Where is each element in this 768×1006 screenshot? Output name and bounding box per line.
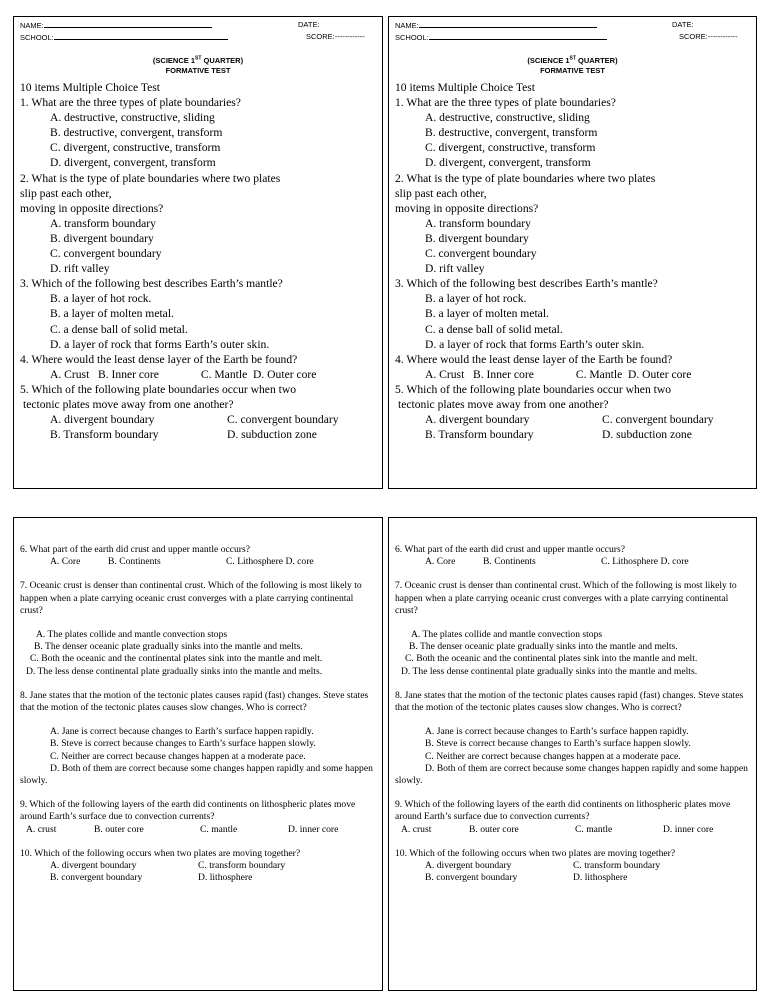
title-text: (SCIENCE 1 xyxy=(152,56,196,65)
option[interactable]: B. Steve is correct because changes to Earth’s surface happen slowly. xyxy=(425,738,691,750)
option[interactable]: B. a layer of hot rock. xyxy=(50,292,152,306)
school-label: SCHOOL: xyxy=(20,33,54,42)
option[interactable]: B. convergent boundary xyxy=(425,872,518,884)
title-sup: ST xyxy=(195,55,202,62)
option[interactable]: B. Transform boundary xyxy=(425,428,534,442)
name-blank[interactable] xyxy=(419,20,597,28)
name-field[interactable] xyxy=(395,20,597,31)
options-row xyxy=(395,824,750,836)
question-6-text: 6. What part of the earth did crust and upper mantle occurs? xyxy=(395,544,625,555)
option[interactable]: B. convergent boundary xyxy=(50,872,143,884)
option[interactable]: A. The plates collide and mantle convection stops xyxy=(411,629,603,641)
test-title xyxy=(14,56,382,66)
option[interactable]: A. Crust xyxy=(425,367,465,381)
question-7-text: 7. Oceanic crust is denser than continental crust. Which of the following is most likely to happen when a plate carrying oceanic crust converges with a plate carrying continental crust? xyxy=(395,580,737,616)
options-row xyxy=(395,427,752,442)
options-row xyxy=(20,427,378,442)
question-8 xyxy=(20,690,376,787)
option[interactable]: A. transform boundary xyxy=(50,216,156,230)
option[interactable]: B. The denser oceanic plate gradually sinks into the mantle and melts. xyxy=(409,641,678,653)
option[interactable]: B. The denser oceanic plate gradually sinks into the mantle and melts. xyxy=(34,641,303,653)
question-6 xyxy=(20,544,376,568)
score-label: SCORE:------------ xyxy=(306,32,365,41)
score-label: SCORE:------------ xyxy=(679,32,738,41)
school-blank[interactable] xyxy=(54,32,228,40)
option[interactable]: C. transform boundary xyxy=(198,860,286,872)
question-4: 4. Where would the least dense layer of the Earth be found? xyxy=(395,352,673,366)
title-sup: ST xyxy=(569,55,576,62)
options-row xyxy=(395,556,750,568)
test-sheet-top-left xyxy=(13,16,383,489)
option[interactable]: D. a layer of rock that forms Earth’s outer skin. xyxy=(50,337,270,351)
option[interactable]: A. Jane is correct because changes to Earth’s surface happen rapidly. xyxy=(50,726,314,738)
test-sheet-top-right xyxy=(388,16,757,489)
option[interactable]: A. crust xyxy=(26,823,57,835)
option[interactable]: B. Steve is correct because changes to Earth’s surface happen slowly. xyxy=(50,738,316,750)
option[interactable]: C. a dense ball of solid metal. xyxy=(50,322,188,336)
option[interactable]: C. divergent, constructive, transform xyxy=(425,141,596,155)
question-2-cont: moving in opposite directions? xyxy=(395,201,539,215)
option[interactable]: C. transform boundary xyxy=(573,860,661,872)
option[interactable]: B. destructive, convergent, transform xyxy=(425,126,598,140)
option[interactable]: B. outer core xyxy=(94,823,144,835)
option[interactable]: D. a layer of rock that forms Earth’s outer skin. xyxy=(425,337,645,351)
question-2-cont: slip past each other, xyxy=(395,186,487,200)
option[interactable]: C. convergent boundary xyxy=(425,247,537,261)
question-4: 4. Where would the least dense layer of the Earth be found? xyxy=(20,352,298,366)
option[interactable]: D. core xyxy=(660,556,689,568)
name-field[interactable] xyxy=(20,20,212,31)
options-row xyxy=(20,412,378,427)
name-label: NAME: xyxy=(20,21,44,30)
option[interactable]: D. lithosphere xyxy=(573,872,628,884)
test-intro: 10 items Multiple Choice Test xyxy=(20,81,161,94)
option[interactable]: C. divergent, constructive, transform xyxy=(50,141,221,155)
question-5: 5. Which of the following plate boundaries occur when two xyxy=(20,382,297,396)
option[interactable]: A. destructive, constructive, sliding xyxy=(425,111,590,125)
option[interactable]: A. Jane is correct because changes to Earth’s surface happen rapidly. xyxy=(425,726,689,738)
option[interactable]: D. rift valley xyxy=(50,262,110,276)
option[interactable]: C. convergent boundary xyxy=(602,413,714,427)
question-5: 5. Which of the following plate boundaries occur when two xyxy=(395,382,672,396)
option[interactable]: C. Neither are correct because changes happen at a moderate pace. xyxy=(425,750,681,762)
question-2: 2. What is the type of plate boundaries where two plates xyxy=(20,171,281,185)
option[interactable]: B. outer core xyxy=(469,823,519,835)
option[interactable]: C. mantle xyxy=(575,823,613,835)
option[interactable]: D. divergent, convergent, transform xyxy=(50,156,216,170)
question-1: 1. What are the three types of plate boundaries? xyxy=(20,96,241,110)
name-label: NAME: xyxy=(395,21,419,30)
question-10-text: 10. Which of the following occurs when two plates are moving together? xyxy=(20,847,301,859)
option[interactable]: D. The less dense continental plate gradually sinks into the mantle and melts. xyxy=(26,665,323,677)
question-9 xyxy=(395,799,750,836)
options-row xyxy=(395,367,752,382)
option[interactable]: C. Lithosphere xyxy=(601,556,659,568)
option[interactable]: B. Continents xyxy=(108,556,161,568)
name-blank[interactable] xyxy=(44,20,212,28)
questions-1-5 xyxy=(395,80,752,442)
option[interactable]: D. Both of them are correct because some changes happen rapidly and some happen slowly. xyxy=(395,762,748,787)
option[interactable]: C. a dense ball of solid metal. xyxy=(425,322,563,336)
option[interactable]: A. transform boundary xyxy=(425,216,531,230)
option[interactable]: C. convergent boundary xyxy=(227,413,339,427)
test-subtitle: FORMATIVE TEST xyxy=(540,66,605,75)
option[interactable]: D. subduction zone xyxy=(602,428,692,442)
questions-6-10 xyxy=(395,544,750,884)
school-field[interactable] xyxy=(395,32,607,43)
question-5-cont: tectonic plates move away from one another? xyxy=(398,397,609,411)
test-subtitle: FORMATIVE TEST xyxy=(165,66,231,75)
option[interactable]: C. convergent boundary xyxy=(50,247,162,261)
option[interactable]: D. inner core xyxy=(663,823,714,835)
question-3: 3. Which of the following best describes Earth’s mantle? xyxy=(395,277,658,291)
option[interactable]: A. destructive, constructive, sliding xyxy=(50,111,215,125)
option[interactable]: D. Both of them are correct because some changes happen rapidly and some happen slowly. xyxy=(20,762,373,787)
option[interactable]: B. divergent boundary xyxy=(425,231,529,245)
option[interactable]: B. Inner core xyxy=(473,367,534,381)
questions-6-10 xyxy=(20,544,376,884)
option[interactable]: C. Mantle xyxy=(575,367,623,381)
option[interactable]: C. Neither are correct because changes happen at a moderate pace. xyxy=(50,750,306,762)
option[interactable]: D. divergent, convergent, transform xyxy=(425,156,591,170)
question-2-cont: slip past each other, xyxy=(20,186,112,200)
question-8-text: 8. Jane states that the motion of the tectonic plates causes rapid (fast) changes. Steve states that the motion of the tectonic plates causes slow changes. Who is correct? xyxy=(395,689,744,714)
option[interactable]: A. divergent boundary xyxy=(50,413,155,427)
question-9-text: 9. Which of the following layers of the earth did continents on lithospheric plates move around Earth’s surface due to convection currents? xyxy=(20,799,356,823)
question-1: 1. What are the three types of plate boundaries? xyxy=(395,96,616,110)
option[interactable]: B. a layer of hot rock. xyxy=(425,292,527,306)
option[interactable]: C. Lithosphere xyxy=(226,556,284,568)
option[interactable]: B. destructive, convergent, transform xyxy=(50,126,223,140)
questions-1-5 xyxy=(20,80,378,442)
option[interactable]: A. Core xyxy=(50,556,81,568)
option[interactable]: D. core xyxy=(285,556,314,568)
option[interactable]: C. Mantle xyxy=(200,367,248,381)
option[interactable]: D. lithosphere xyxy=(198,872,253,884)
option[interactable]: A. Crust xyxy=(50,367,90,381)
options-row xyxy=(395,412,752,427)
question-5-cont: tectonic plates move away from one another? xyxy=(23,397,234,411)
test-sheet-bottom-left xyxy=(13,517,383,991)
school-label: SCHOOL: xyxy=(395,33,429,42)
option[interactable]: B. a layer of molten metal. xyxy=(50,307,174,321)
option[interactable]: C. Both the oceanic and the continental plates sink into the mantle and melt. xyxy=(405,653,698,665)
date-label: DATE: xyxy=(672,20,694,29)
title-text-end: QUARTER) xyxy=(575,56,618,65)
option[interactable]: A. Core xyxy=(425,556,456,568)
school-blank[interactable] xyxy=(429,32,607,40)
options-row xyxy=(20,556,376,568)
option[interactable]: A. The plates collide and mantle convection stops xyxy=(36,629,228,641)
date-label: DATE: xyxy=(298,20,320,29)
question-6 xyxy=(395,544,750,568)
option[interactable]: B. divergent boundary xyxy=(50,231,154,245)
option[interactable]: D. inner core xyxy=(288,823,339,835)
school-field[interactable] xyxy=(20,32,228,43)
question-7 xyxy=(395,580,750,677)
options-row xyxy=(395,860,750,872)
question-2: 2. What is the type of plate boundaries where two plates xyxy=(395,171,656,185)
question-10 xyxy=(20,848,376,885)
title-text-end: QUARTER) xyxy=(201,56,244,65)
question-10 xyxy=(395,848,750,885)
option[interactable]: D. subduction zone xyxy=(227,428,317,442)
option[interactable]: D. The less dense continental plate gradually sinks into the mantle and melts. xyxy=(401,665,698,677)
question-7 xyxy=(20,580,376,677)
question-9 xyxy=(20,799,376,836)
option[interactable]: D. Outer core xyxy=(628,367,692,381)
options-row xyxy=(395,872,750,884)
question-8-text: 8. Jane states that the motion of the tectonic plates causes rapid (fast) changes. Steve states that the motion of the tectonic plates causes slow changes. Who is correct? xyxy=(20,689,369,714)
option[interactable]: A. divergent boundary xyxy=(425,413,530,427)
test-intro: 10 items Multiple Choice Test xyxy=(395,81,536,94)
option[interactable]: C. Both the oceanic and the continental plates sink into the mantle and melt. xyxy=(30,653,323,665)
title-text: (SCIENCE 1 xyxy=(527,56,570,65)
option[interactable]: A. divergent boundary xyxy=(50,860,137,872)
option[interactable]: A. divergent boundary xyxy=(425,860,512,872)
option[interactable]: B. Inner core xyxy=(98,367,159,381)
options-row xyxy=(20,824,376,836)
option[interactable]: B. Transform boundary xyxy=(50,428,159,442)
question-7-text: 7. Oceanic crust is denser than continental crust. Which of the following is most likely to happen when a plate carrying oceanic crust converges with a plate carrying continental crust? xyxy=(20,580,362,616)
option[interactable]: B. a layer of molten metal. xyxy=(425,307,549,321)
option[interactable]: C. mantle xyxy=(200,823,238,835)
question-6-text: 6. What part of the earth did crust and upper mantle occurs? xyxy=(20,544,250,555)
question-9-text: 9. Which of the following layers of the earth did continents on lithospheric plates move around Earth’s surface due to convection currents? xyxy=(395,799,731,823)
option[interactable]: D. Outer core xyxy=(253,367,317,381)
option[interactable]: A. crust xyxy=(401,823,432,835)
options-row xyxy=(20,367,378,382)
test-sheet-bottom-right xyxy=(388,517,757,991)
question-2-cont: moving in opposite directions? xyxy=(20,201,164,215)
question-8 xyxy=(395,690,750,787)
options-row xyxy=(20,872,376,884)
test-title xyxy=(389,56,756,66)
option[interactable]: B. Continents xyxy=(483,556,536,568)
question-10-text: 10. Which of the following occurs when two plates are moving together? xyxy=(395,847,676,859)
question-3: 3. Which of the following best describes Earth’s mantle? xyxy=(20,277,283,291)
option[interactable]: D. rift valley xyxy=(425,262,485,276)
options-row xyxy=(20,860,376,872)
